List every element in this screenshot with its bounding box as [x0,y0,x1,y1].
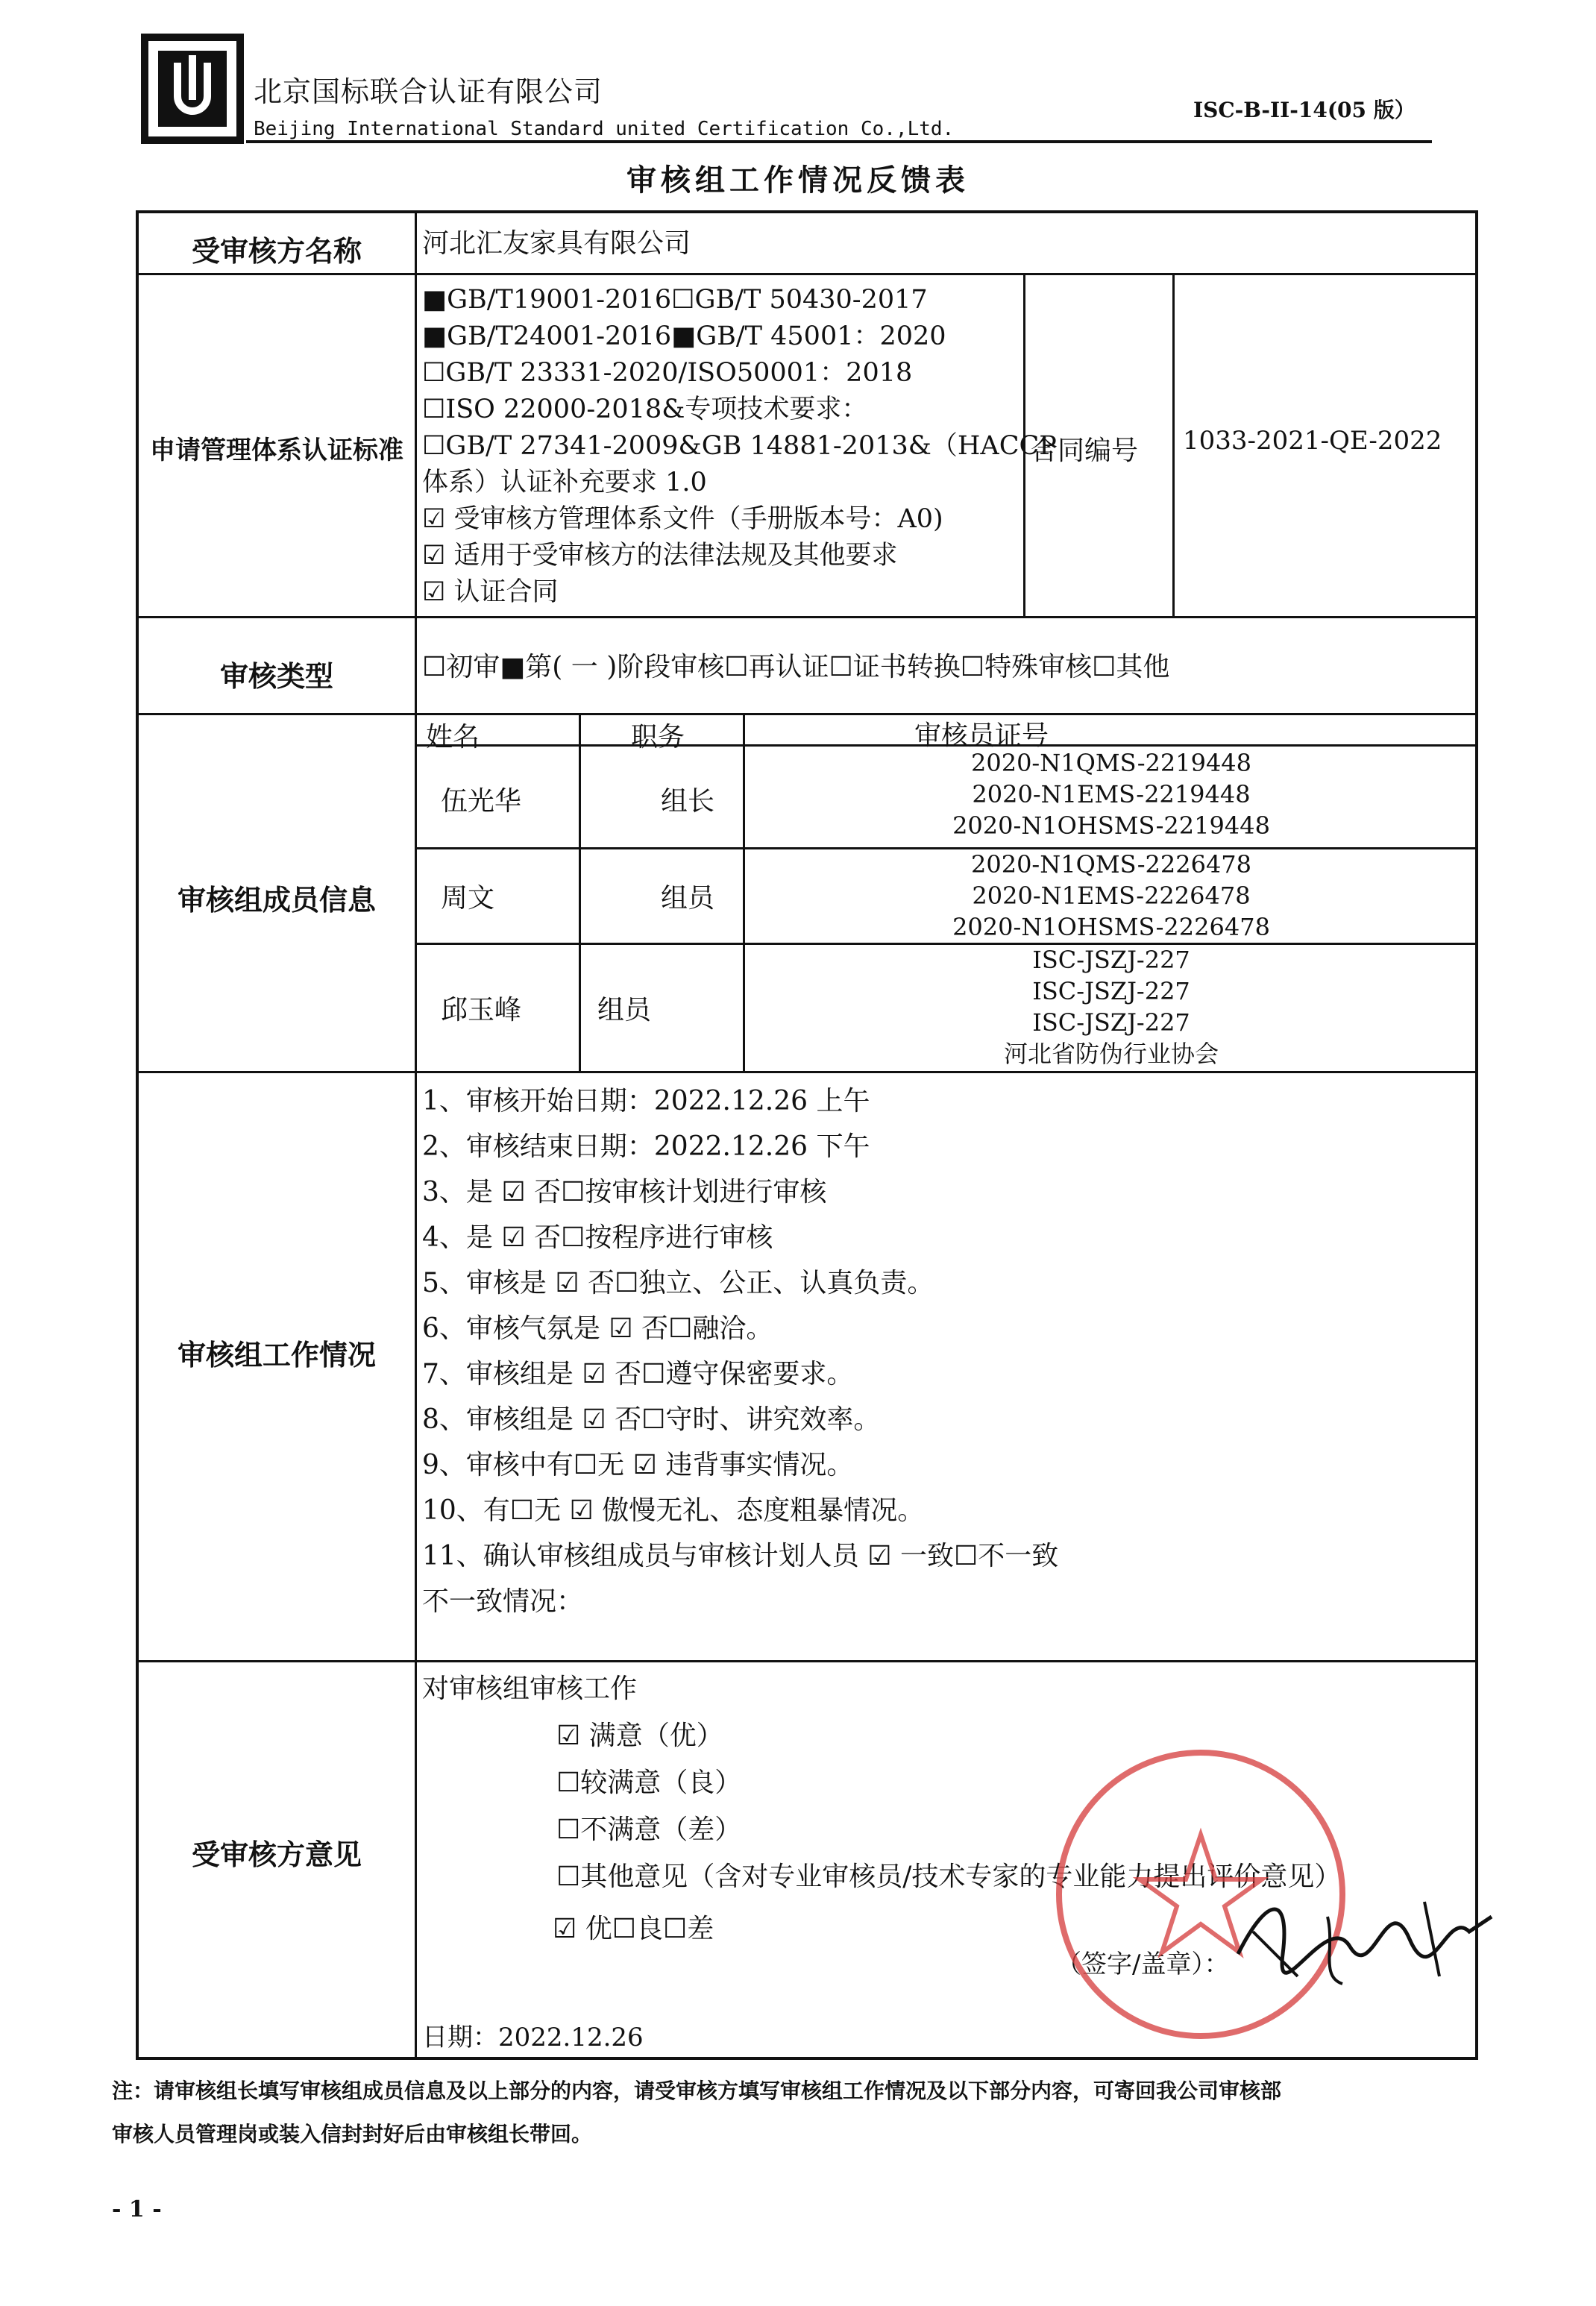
cert-id: ISC-JSZJ-227 [1032,946,1190,974]
work-item: 8、审核组是 ☑ 否☐守时、讲究效率。 [422,1404,881,1435]
member-role: 组员 [597,995,652,1025]
sign-label: （签字/盖章）： [1056,1950,1230,1979]
auditee-name: 河北汇友家具有限公司 [422,228,691,259]
work-item: 4、是 ☑ 否☐按程序进行审核 [422,1222,773,1253]
opinion-label: 受审核方意见 [191,1838,362,1871]
row-divider [139,713,1478,715]
member-name: 周文 [441,883,495,914]
work-item: 2、审核结束日期：2022.12.26 下午 [422,1131,870,1162]
cert-id: 2020-N1EMS-2219448 [972,780,1251,808]
standard-line: ☐GB/T 27341-2009&GB 14881-2013&（HACCP [422,431,1057,461]
row-divider [139,1071,1478,1073]
work-item: 不一致情况： [422,1586,584,1617]
member-header-name: 姓名 [426,722,480,753]
cert-id: ISC-JSZJ-227 [1032,977,1190,1005]
standard-line: 体系）认证补充要求 1.0 [422,468,707,497]
standard-line: ☑ 受审核方管理体系文件（手册版本号：A0) [422,504,943,534]
issuer-name: 河北省防伪行业协会 [1003,1040,1219,1068]
auditee-label: 受审核方名称 [191,234,362,268]
member-ids [744,849,1478,943]
footer-note-line1: 注：请审核组长填写审核组成员信息及以上部分的内容，请受审核方填写审核组工作情况及以下部分内容，可寄回我公司审核部 [112,2079,1282,2103]
cert-id: 2020-N1OHSMS-2226478 [952,913,1270,941]
row-divider [139,273,1478,275]
work-item: 1、审核开始日期：2022.12.26 上午 [422,1086,870,1116]
rating: ☑ 优☐良☐差 [553,1914,714,1944]
work-items [422,1078,1058,1624]
company-name-en: Beijing International Standard united Certification Co.,Ltd. [254,118,955,140]
opinion-option: ☐不满意（差） [556,1815,742,1845]
member-header-id: 审核员证号 [914,720,1049,751]
opinion-date: 日期：2022.12.26 [422,2023,644,2052]
row-divider [139,1660,1478,1662]
standard-line: ■GB/T19001-2016☐GB/T 50430-2017 [422,285,928,315]
row-divider [139,616,1478,618]
label-column-divider [415,213,417,2060]
standard-line: ☑ 认证合同 [422,577,559,607]
cert-id: 2020-N1QMS-2219448 [970,749,1252,777]
member-role: 组员 [661,883,715,914]
member-col-divider [579,713,581,1071]
standard-line: ☐ISO 22000-2018&专项技术要求： [422,395,868,424]
audit-type-value: ☐初审■第( 一 )阶段审核☐再认证☐证书转换☐特殊审核☐其他 [422,652,1170,682]
member-ids [744,747,1478,841]
signature [1223,1864,1507,1999]
cert-id: 2020-N1QMS-2226478 [970,850,1252,879]
page-number: - 1 - [112,2196,162,2222]
work-item: 11、确认审核组成员与审核计划人员 ☑ 一致☐不一致 [422,1541,1059,1571]
contract-number: 1033-2021-QE-2022 [1183,426,1442,456]
cert-id: 2020-N1OHSMS-2219448 [952,811,1270,840]
audit-type-label: 审核类型 [219,659,333,693]
work-item: 9、审核中有☐无 ☑ 违背事实情况。 [422,1450,854,1480]
work-item: 6、审核气氛是 ☑ 否☐融洽。 [422,1313,773,1344]
work-item: 5、审核是 ☑ 否☐独立、公正、认真负责。 [422,1268,934,1298]
work-item: 7、审核组是 ☑ 否☐遵守保密要求。 [422,1359,854,1389]
opinion-option: ☐较满意（良） [556,1768,742,1798]
standard-line: ☑ 适用于受审核方的法律法规及其他要求 [422,541,898,571]
standard-line: ☐GB/T 23331-2020/ISO50001：2018 [422,358,913,388]
footer-note-line2: 审核人员管理岗或装入信封封好后由审核组长带回。 [112,2122,593,2146]
work-label: 审核组工作情况 [177,1338,376,1372]
company-logo [140,33,245,145]
company-name-cn: 北京国标联合认证有限公司 [254,75,603,108]
contract-divider [1172,273,1175,616]
form-title: 审核组工作情况反馈表 [626,163,970,198]
member-name: 伍光华 [441,786,522,817]
work-item: 3、是 ☑ 否☐按审核计划进行审核 [422,1177,827,1207]
header-rule [246,140,1432,143]
member-name: 邱玉峰 [441,995,522,1025]
cert-id: 2020-N1EMS-2226478 [972,882,1251,910]
standards-list [422,282,1057,611]
form-code: ISC-B-II-14(05 版） [1193,98,1416,122]
opinion-option: ☐其他意见（含对专业审核员/技术专家的专业能力提出评价意见） [556,1862,1342,1892]
members-label: 审核组成员信息 [177,883,376,917]
member-role: 组长 [661,786,715,817]
opinion-intro: 对审核组审核工作 [422,1674,638,1704]
member-header-role: 职务 [631,722,685,753]
contract-label: 合同编号 [1031,436,1139,466]
opinion-option: ☑ 满意（优） [556,1721,723,1751]
standard-line: ■GB/T24001-2016■GB/T 45001：2020 [422,321,946,351]
member-ids [744,944,1478,1069]
standards-label: 申请管理体系认证标准 [150,436,403,465]
work-item: 10、有☐无 ☑ 傲慢无礼、态度粗暴情况。 [422,1495,925,1526]
cert-id: ISC-JSZJ-227 [1032,1008,1190,1037]
